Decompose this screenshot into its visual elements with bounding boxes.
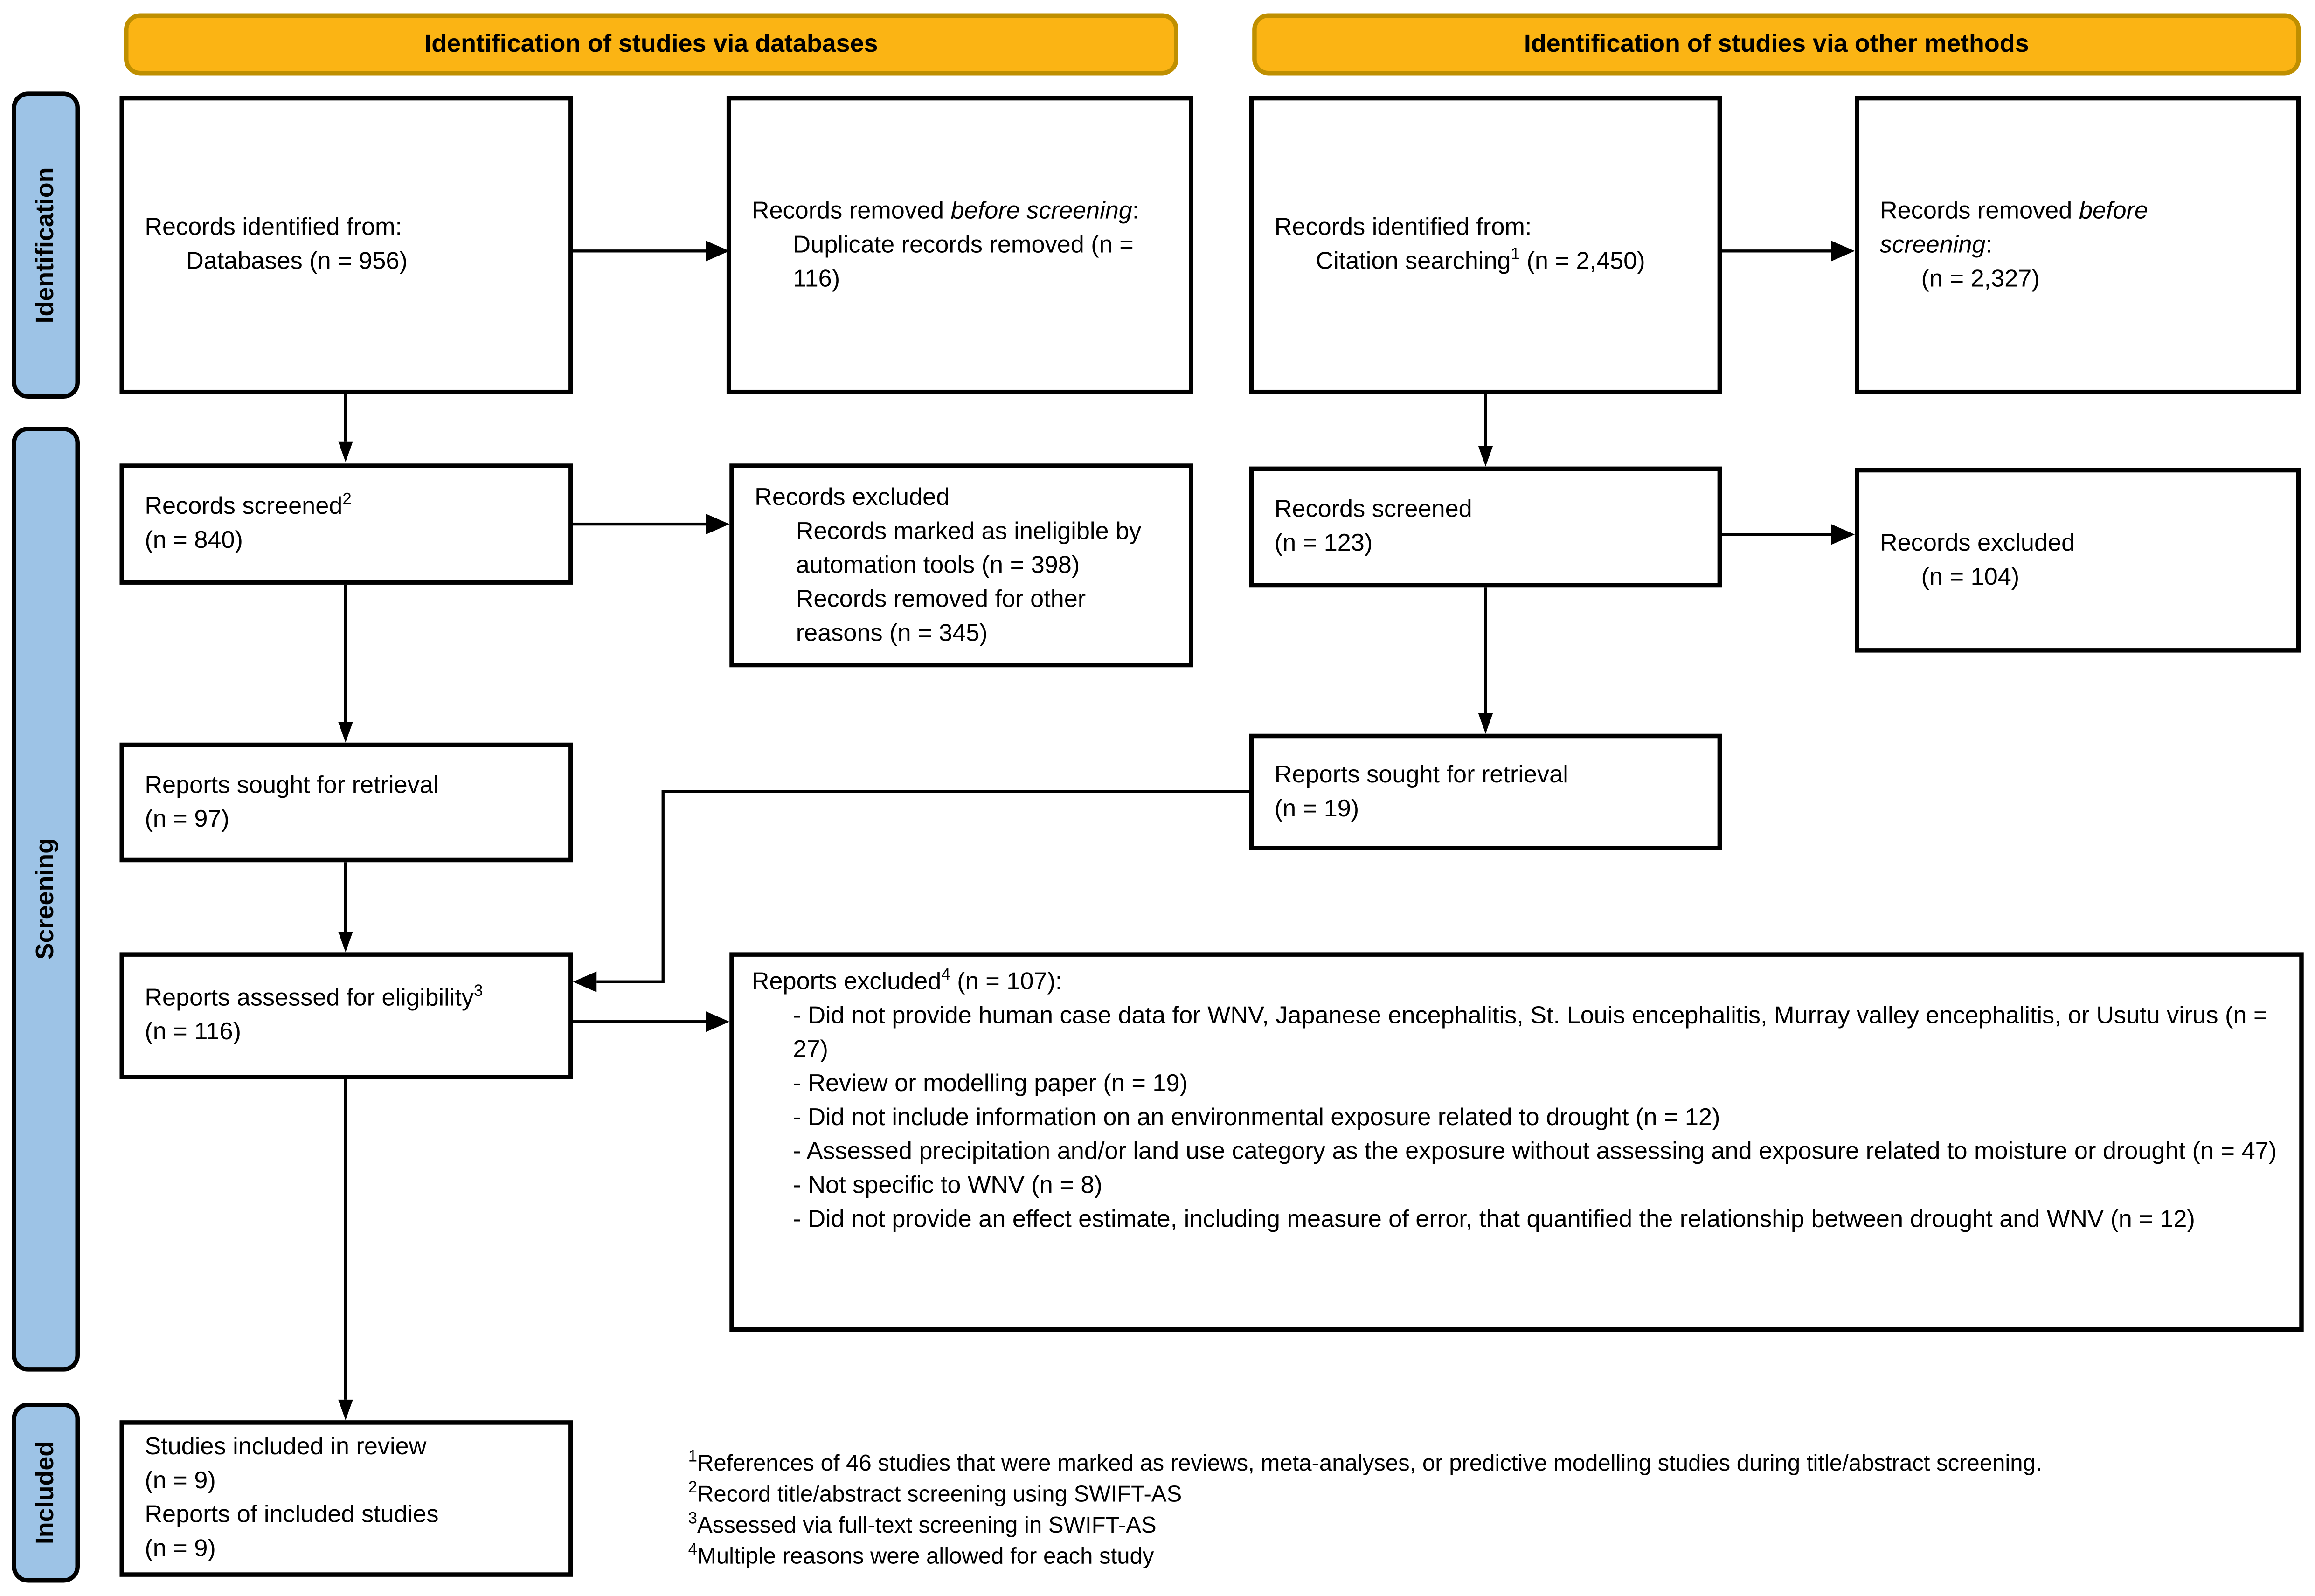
box-records-screened-databases xyxy=(119,463,573,585)
box-reports-sought-other xyxy=(1249,734,1722,850)
arrowhead-down-icon xyxy=(1478,446,1493,466)
box-text-segment: Records removed xyxy=(751,197,951,224)
arrowhead-left-icon xyxy=(573,972,597,992)
box-text-segment: Reports excluded xyxy=(751,968,942,995)
box-records-excluded-databases xyxy=(729,463,1193,667)
header-via-other-methods: Identification of studies via other methods xyxy=(1252,13,2301,75)
connector-screened-to-excluded-other xyxy=(1722,533,1831,536)
connector-identified-to-removed-db xyxy=(573,249,706,252)
box-text-line: (n = 9) xyxy=(145,1535,216,1562)
footnote-2 xyxy=(688,1479,2313,1510)
connector-other-sought-to-assessed-vertical xyxy=(662,790,665,983)
box-text-italic: before screening xyxy=(950,197,1132,224)
superscript-4: 4 xyxy=(941,966,950,984)
footnote-marker: 3 xyxy=(688,1510,697,1528)
footnote-1 xyxy=(688,1448,2313,1479)
exclusion-reason-item: - Assessed precipitation and/or land use category as the exposure without assessing and exposure related to moisture or drought (n = 47) xyxy=(793,1138,2277,1165)
box-records-removed-before-screening-databases xyxy=(727,96,1193,394)
box-text-line: (n = 104) xyxy=(1921,563,2020,590)
footnote-text: Record title/abstract screening using SWIFT-AS xyxy=(697,1482,1182,1507)
box-reports-excluded-reasons xyxy=(729,952,2303,1332)
box-text-line xyxy=(752,194,1144,228)
connector-identified-to-screened-other xyxy=(1484,394,1487,446)
box-text-line xyxy=(1275,245,1715,279)
superscript-3: 3 xyxy=(474,982,483,1001)
box-text-segment: : xyxy=(1132,197,1139,224)
box-records-excluded-other xyxy=(1855,468,2301,653)
stage-identification: Identification xyxy=(12,91,80,399)
box-text-line: (n = 116) xyxy=(145,1018,242,1045)
box-text-line: Reports sought for retrieval xyxy=(1274,761,1568,788)
box-reports-sought-databases xyxy=(119,743,573,862)
box-text-italic: before screening xyxy=(1879,197,2149,258)
footnote-4 xyxy=(688,1541,2313,1572)
arrowhead-down-icon xyxy=(338,932,353,952)
exclusion-reason-item: - Review or modelling paper (n = 19) xyxy=(793,1070,1188,1097)
box-records-identified-databases xyxy=(119,96,573,394)
arrowhead-right-icon xyxy=(706,241,730,261)
connector-screened-to-sought-db xyxy=(344,585,347,722)
box-text-segment: Records screened xyxy=(145,493,343,520)
box-text-line: (n = 19) xyxy=(1274,795,1359,822)
footnotes xyxy=(688,1448,2313,1572)
exclusion-reason-item: - Not specific to WNV (n = 8) xyxy=(793,1172,1102,1199)
connector-screened-to-sought-other xyxy=(1484,587,1487,713)
box-text-segment: Citation searching xyxy=(1316,248,1511,275)
superscript-1: 1 xyxy=(1511,246,1520,264)
box-text-segment: : xyxy=(1985,231,1993,258)
arrowhead-right-icon xyxy=(1831,524,1855,545)
connector-screened-to-excluded-db xyxy=(573,523,706,525)
stage-included: Included xyxy=(12,1403,80,1582)
box-text-segment: (n = 2,450) xyxy=(1519,248,1645,275)
box-text-line: Records excluded xyxy=(1879,529,2075,556)
arrowhead-right-icon xyxy=(1831,241,1855,261)
box-text-line: (n = 97) xyxy=(145,805,229,832)
box-text-line: Records excluded xyxy=(755,484,950,511)
footnote-marker: 2 xyxy=(688,1479,697,1497)
box-text-line xyxy=(1880,194,2252,262)
box-records-identified-other xyxy=(1249,96,1722,394)
box-text-line: (n = 9) xyxy=(145,1467,216,1494)
footnote-text: References of 46 studies that were marked as reviews, meta-analyses, or predictive modelling studies during title/abstract screening. xyxy=(697,1451,2042,1477)
box-title-line xyxy=(752,966,2281,1000)
box-text-line: Records identified from: xyxy=(1274,214,1532,241)
connector-other-sought-to-assessed-horizontal xyxy=(663,790,1249,793)
header-via-databases: Identification of studies via databases xyxy=(124,13,1178,75)
box-text-line: Reports of included studies xyxy=(145,1501,439,1528)
exclusion-reason-item: - Did not provide an effect estimate, including measure of error, that quantified the relationship between drought and WNV (n = 12) xyxy=(793,1206,2195,1233)
box-text-line: Records identified from: xyxy=(145,214,402,241)
exclusion-reason-item: - Did not provide human case data for WNV, Japanese encephalitis, St. Louis encephalitis, Murray valley encephalitis, or Usutu virus (n = 27) xyxy=(793,1002,2268,1063)
footnote-text: Multiple reasons were allowed for each study xyxy=(697,1544,1154,1569)
box-text-line xyxy=(145,982,554,1016)
box-text-line: Databases (n = 956) xyxy=(186,248,408,275)
arrowhead-down-icon xyxy=(1478,713,1493,733)
box-text-line: Records removed for other reasons (n = 345) xyxy=(796,585,1086,646)
connector-other-sought-to-assessed-entry xyxy=(596,981,663,983)
box-text-line: (n = 840) xyxy=(145,527,243,554)
box-studies-included xyxy=(119,1420,573,1577)
stage-screening: Screening xyxy=(12,427,80,1372)
box-text-line: Studies included in review xyxy=(145,1433,427,1460)
arrowhead-right-icon xyxy=(706,514,730,534)
box-text-segment: Reports assessed for eligibility xyxy=(145,985,474,1012)
arrowhead-down-icon xyxy=(338,442,353,462)
arrowhead-down-icon xyxy=(338,1400,353,1420)
box-records-removed-before-screening-other xyxy=(1855,96,2301,394)
exclusion-reason-item: - Did not include information on an environmental exposure related to drought (n = 12) xyxy=(793,1104,1720,1131)
connector-assessed-to-excluded-reports xyxy=(573,1020,706,1023)
connector-identified-to-removed-other xyxy=(1722,249,1831,252)
box-text-line: Reports sought for retrieval xyxy=(145,771,439,798)
arrowhead-down-icon xyxy=(338,722,353,742)
box-text-segment: (n = 107): xyxy=(950,968,1062,995)
box-reports-assessed-eligibility xyxy=(119,952,573,1079)
box-text-line: Records marked as ineligible by automation tools (n = 398) xyxy=(796,517,1142,578)
footnote-3 xyxy=(688,1510,2313,1541)
footnote-text: Assessed via full-text screening in SWIFT-AS xyxy=(697,1513,1157,1539)
box-text-line: Duplicate records removed (n = 116) xyxy=(793,231,1134,292)
box-text-segment: Records removed xyxy=(1879,197,2079,224)
superscript-2: 2 xyxy=(342,491,352,509)
box-text-line: Records screened xyxy=(1274,496,1472,523)
box-records-screened-other xyxy=(1249,467,1722,588)
box-text-line: (n = 2,327) xyxy=(1921,265,2040,292)
box-text-line: (n = 123) xyxy=(1274,530,1373,557)
connector-sought-to-assessed xyxy=(344,862,347,932)
connector-assessed-to-included xyxy=(344,1079,347,1400)
arrowhead-right-icon xyxy=(706,1011,730,1032)
connector-identified-to-screened-db xyxy=(344,394,347,441)
box-text-line xyxy=(145,490,554,524)
footnote-marker: 1 xyxy=(688,1448,697,1466)
footnote-marker: 4 xyxy=(688,1541,697,1559)
